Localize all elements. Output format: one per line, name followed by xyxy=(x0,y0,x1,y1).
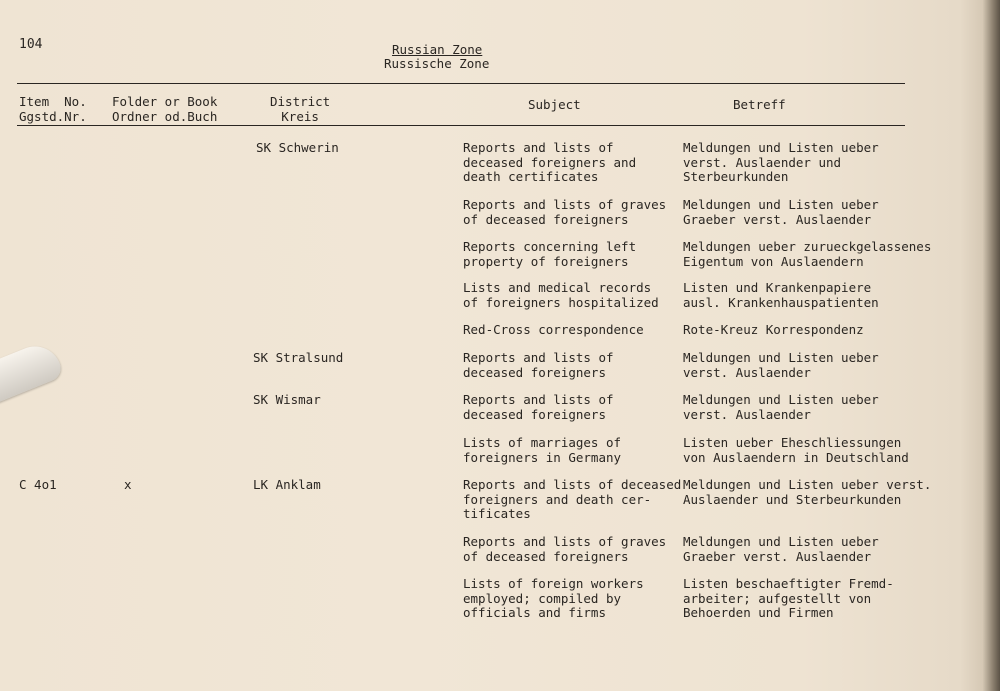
row-subject: Reports and lists of graves of deceased foreigners xyxy=(463,197,667,227)
row-betreff: Meldungen und Listen ueber Graeber verst. Auslaender xyxy=(683,534,879,564)
header-district: District Kreis xyxy=(270,94,331,124)
row-subject: Reports and lists of deceased foreigners xyxy=(463,350,614,380)
row-district: SK Stralsund xyxy=(253,350,344,365)
row-subject: Lists and medical records of foreigners hospitalized xyxy=(463,280,659,310)
row-subject: Reports and lists of graves of deceased foreigners xyxy=(463,534,667,564)
zone-title-en: Russian Zone xyxy=(392,42,483,57)
header-subject: Subject xyxy=(528,97,581,112)
row-betreff: Rote-Kreuz Korrespondenz xyxy=(683,322,864,337)
header-top-rule xyxy=(17,83,905,84)
row-folder: x xyxy=(124,477,132,492)
row-subject: Lists of foreign workers employed; compiled by officials and firms xyxy=(463,576,644,620)
page-edge-shadow xyxy=(982,0,1000,691)
zone-title-de: Russische Zone xyxy=(384,56,490,71)
row-item: C 4o1 xyxy=(19,477,57,492)
row-betreff: Meldungen und Listen ueber verst. Auslaender und Sterbeurkunden xyxy=(683,477,932,507)
row-subject: Red-Cross correspondence xyxy=(463,322,644,337)
row-subject: Reports concerning left property of foreigners xyxy=(463,239,637,269)
header-folder: Folder or Book Ordner od.Buch xyxy=(112,94,218,124)
row-district: SK Wismar xyxy=(253,392,321,407)
row-subject: Reports and lists of deceased foreigners and death certificates xyxy=(463,140,637,184)
row-district: SK Schwerin xyxy=(256,140,339,155)
header-betreff: Betreff xyxy=(733,97,786,112)
row-betreff: Listen und Krankenpapiere ausl. Krankenhauspatienten xyxy=(683,280,879,310)
row-betreff: Listen beschaeftigter Fremd- arbeiter; aufgestellt von Behoerden und Firmen xyxy=(683,576,894,620)
row-betreff: Meldungen und Listen ueber Graeber verst. Auslaender xyxy=(683,197,879,227)
page-number: 104 xyxy=(19,37,43,52)
row-subject: Reports and lists of deceased foreigners and death cer- tificates xyxy=(463,477,682,521)
row-betreff: Listen ueber Eheschliessungen von Auslaendern in Deutschland xyxy=(683,435,909,465)
header-bottom-rule xyxy=(17,125,905,126)
paper-clip xyxy=(0,338,65,405)
row-subject: Lists of marriages of foreigners in Germany xyxy=(463,435,622,465)
header-item: Item No. Ggstd.Nr. xyxy=(19,94,87,124)
row-betreff: Meldungen ueber zurueckgelassenes Eigentum von Auslaendern xyxy=(683,239,932,269)
row-betreff: Meldungen und Listen ueber verst. Auslaender xyxy=(683,392,879,422)
row-subject: Reports and lists of deceased foreigners xyxy=(463,392,614,422)
row-betreff: Meldungen und Listen ueber verst. Auslaender xyxy=(683,350,879,380)
row-district: LK Anklam xyxy=(253,477,321,492)
row-betreff: Meldungen und Listen ueber verst. Auslaender und Sterbeurkunden xyxy=(683,140,879,184)
